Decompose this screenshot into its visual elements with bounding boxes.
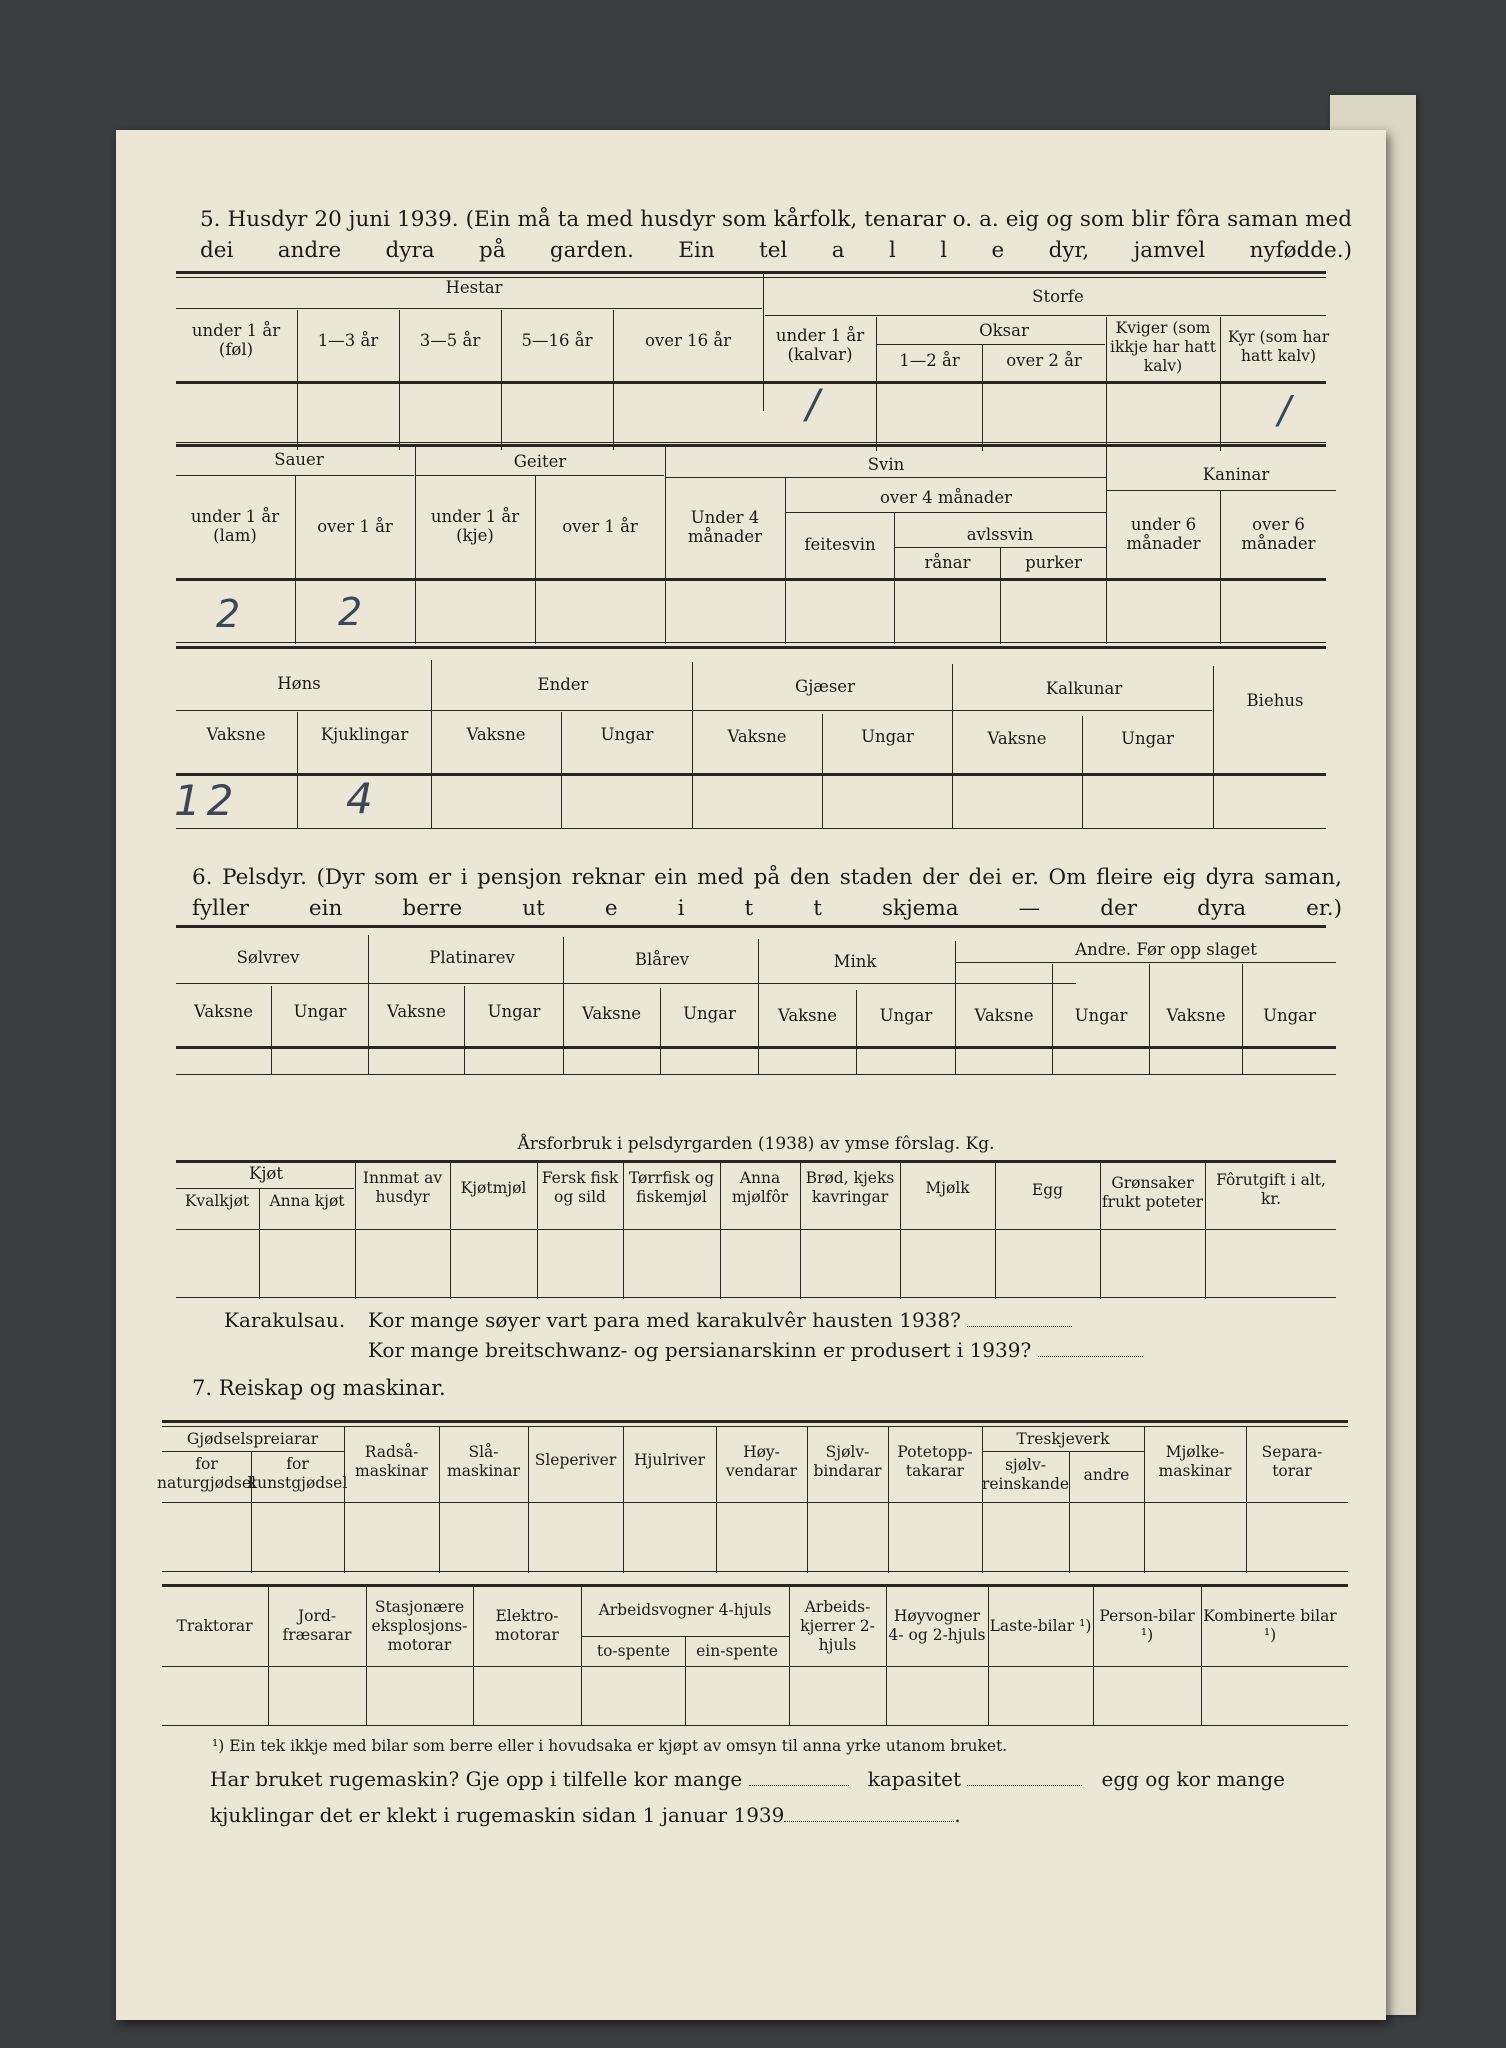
- value-kalvar: /: [806, 382, 820, 428]
- col-radsa: Radså-maskinar: [355, 1442, 428, 1480]
- platinarev-header: Platinarev: [429, 948, 515, 967]
- col-sla: Slå-maskinar: [447, 1442, 520, 1480]
- col-solvrev-ungar: Ungar: [293, 1001, 347, 1021]
- kjuklingar-klekt-label: kjuklingar det er klekt i rugemaskin sidan 1 januar 1939: [210, 1803, 785, 1827]
- col-kalvar: under 1 år (kalvar): [775, 326, 865, 364]
- col-ranar: rånar: [924, 552, 971, 572]
- kalkunar-header: Kalkunar: [1045, 679, 1123, 698]
- value-kyr: /: [1278, 388, 1291, 432]
- col-hest-under1: under 1 år (føl): [191, 321, 281, 359]
- col-andre1-ungar: Ungar: [1074, 1005, 1128, 1025]
- col-traktorar: Traktorar: [176, 1616, 253, 1635]
- rule: [176, 1229, 1336, 1230]
- section7-heading: 7. Reiskap og maskinar.: [192, 1376, 446, 1400]
- col-lastebilar: Laste-bilar ¹): [989, 1616, 1092, 1635]
- col-personbilar: Person-bilar ¹): [1099, 1607, 1195, 1644]
- col-potetopp: Potetopp-takarar: [897, 1442, 973, 1480]
- rule: [176, 1297, 1336, 1298]
- col-ender-vaksne: Vaksne: [466, 724, 526, 744]
- col-sjolvreinsk: sjølv-reinskande: [981, 1456, 1070, 1493]
- kapasitet-label: kapasitet: [867, 1767, 962, 1791]
- col-elektro: Elektro-motorar: [495, 1607, 559, 1644]
- rule: [176, 642, 1326, 643]
- kjuklingar-klekt-field[interactable]: [784, 1817, 954, 1822]
- col-kan-over6: over 6 månader: [1241, 514, 1316, 553]
- col-svin-under4: Under 4 månader: [687, 508, 763, 546]
- col-stasjonaere: Stasjonære eksplosjons-motorar: [371, 1597, 468, 1654]
- col-biehus: Biehus: [1246, 690, 1304, 710]
- rule: [176, 308, 762, 309]
- rule: [176, 1074, 1336, 1075]
- forbruk-title: Årsforbruk i pelsdyrgarden (1938) av ymse fôrslag. Kg.: [517, 1134, 995, 1154]
- rule: [176, 444, 1326, 447]
- storfe-header: Storfe: [1032, 287, 1084, 306]
- rule: [176, 710, 1212, 711]
- col-hjulriver: Hjulriver: [634, 1450, 705, 1469]
- rugemaskin-count-field[interactable]: [749, 1781, 849, 1786]
- col-hest-1-3: 1—3 år: [317, 330, 379, 350]
- col-sau-under1: under 1 år (lam): [190, 507, 280, 545]
- col-mink-vaksne: Vaksne: [777, 1005, 838, 1025]
- col-gronsaker: Grønsaker frukt poteter: [1101, 1174, 1204, 1211]
- col-andre2-ungar: Ungar: [1263, 1005, 1316, 1025]
- rugemaskin-q: Har bruket rugemaskin? Gje opp i tilfelle kor mange: [210, 1767, 743, 1791]
- col-ender-ungar: Ungar: [600, 724, 654, 744]
- rule: [176, 925, 1326, 928]
- col-hons-vaksne: Vaksne: [206, 724, 266, 744]
- col-blarev-ungar: Ungar: [683, 1003, 736, 1023]
- col-kviger: Kviger (som ikkje har hatt kalv): [1110, 318, 1216, 375]
- rule: [176, 381, 1326, 384]
- egg-label: egg og kor mange: [1101, 1767, 1285, 1791]
- geiter-header: Geiter: [513, 452, 567, 471]
- value-hons-vaksne: 12: [174, 776, 240, 825]
- karakul-q1: [368, 1308, 1072, 1332]
- col-kunst: for kunstgjødsel: [247, 1455, 348, 1492]
- footnote: ¹) Ein tek ikkje med bilar som berre eller i hovudsaka er kjøpt av omsyn til anna yrke utanom bruket.: [212, 1737, 1008, 1755]
- col-kalkunar-vaksne: Vaksne: [987, 728, 1047, 748]
- col-kjotmjol: Kjøtmjøl: [460, 1178, 527, 1197]
- col-andre2-vaksne: Vaksne: [1166, 1005, 1226, 1025]
- col-kyr: Kyr (som har hatt kalv): [1227, 328, 1330, 365]
- value-lam: 2: [216, 592, 241, 636]
- form-page: [116, 130, 1386, 2020]
- col-blarev-vaksne: Vaksne: [581, 1003, 642, 1023]
- col-kalkunar-ungar: Ungar: [1121, 728, 1174, 748]
- col-separatorar: Separa-torar: [1261, 1442, 1323, 1480]
- kapasitet-field[interactable]: [967, 1781, 1082, 1786]
- mink-header: Mink: [833, 952, 877, 971]
- rule: [765, 315, 1326, 316]
- col-arbkjerrer: Arbeids-kjerrer 2-hjuls: [800, 1597, 875, 1654]
- ender-header: Ender: [537, 675, 589, 694]
- andre-header: Andre. Før opp slaget: [1075, 940, 1257, 959]
- oksar-header: Oksar: [979, 321, 1029, 340]
- col-hons-kjuklingar: Kjuklingar: [320, 724, 409, 744]
- karakul-q1-text: Kor mange søyer vart para med karakulvêr hausten 1938?: [368, 1308, 961, 1332]
- col-forutgift: Fôrutgift i alt, kr.: [1216, 1171, 1326, 1208]
- col-sau-over1: over 1 år: [317, 516, 393, 536]
- rule: [162, 1725, 1348, 1726]
- rule: [176, 442, 1326, 443]
- rule: [162, 1571, 1348, 1572]
- divider: [1213, 666, 1214, 828]
- rule: [176, 1046, 1336, 1049]
- col-andre1-vaksne: Vaksne: [974, 1005, 1034, 1025]
- rule: [176, 277, 1326, 278]
- karakul-q2-field[interactable]: [1038, 1352, 1143, 1357]
- col-platinarev-vaksne: Vaksne: [386, 1001, 447, 1021]
- col-jordfres: Jord-fræsarar: [282, 1607, 352, 1644]
- col-innmat: Innmat av husdyr: [362, 1169, 443, 1206]
- kjot-header: Kjøt: [248, 1164, 284, 1183]
- col-tospente: to-spente: [596, 1641, 671, 1660]
- rugemaskin-line1: [210, 1767, 1285, 1791]
- over4-header: over 4 månader: [879, 488, 1013, 507]
- rule: [176, 983, 1076, 984]
- sauer-header: Sauer: [274, 450, 324, 469]
- hons-header: Høns: [277, 674, 321, 693]
- col-solvrev-vaksne: Vaksne: [193, 1001, 254, 1021]
- gjodsel-header: Gjødselspreiarar: [186, 1429, 319, 1448]
- col-mink-ungar: Ungar: [879, 1005, 933, 1025]
- karakul-q2: [368, 1338, 1143, 1362]
- rule: [176, 646, 1326, 649]
- treskjeverk-header: Treskjeverk: [1016, 1429, 1110, 1448]
- col-anna-kjot: Anna kjøt: [269, 1191, 345, 1210]
- col-natur: for naturgjødsel: [157, 1455, 256, 1492]
- col-sleperiver: Sleperiver: [534, 1450, 617, 1469]
- avlssvin-header: avlssvin: [966, 525, 1034, 544]
- col-oksar-1-2: 1—2 år: [899, 350, 960, 370]
- rule: [176, 828, 1326, 829]
- karakul-q1-field[interactable]: [967, 1322, 1072, 1327]
- col-sjolvbindarar: Sjølv-bindarar: [813, 1442, 882, 1480]
- gjaeser-header: Gjæser: [795, 677, 855, 696]
- rule: [162, 1502, 1348, 1503]
- section5-heading: 5. Husdyr 20 juni 1939. (Ein må ta med husdyr som kårfolk, tenarar o. a. eig og som blir fôra saman med dei andre dyra på garden. Ein tel a l l e dyr, jamvel nyfødde.): [200, 207, 1352, 263]
- arbvogner-header: Arbeidsvogner 4-hjuls: [598, 1600, 772, 1619]
- col-hest-3-5: 3—5 år: [419, 330, 481, 350]
- rule: [176, 578, 1326, 581]
- col-egg: Egg: [1031, 1180, 1064, 1199]
- col-kombinerte: Kombinerte bilar ¹): [1203, 1607, 1337, 1644]
- rugemaskin-line2: kjuklingar det er klekt i rugemaskin sidan 1 januar 1939 .: [210, 1803, 961, 1827]
- value-hons-kjuklingar: 4: [346, 774, 373, 823]
- col-gei-under1: under 1 år (kje): [430, 507, 520, 545]
- blarev-header: Blårev: [634, 950, 690, 969]
- col-mjolkemask: Mjølke-maskinar: [1158, 1442, 1232, 1480]
- karakul-q2-text: Kor mange breitschwanz- og persianarskinn er produsert i 1939?: [368, 1338, 1032, 1362]
- col-feitesvin: feitesvin: [804, 535, 876, 554]
- col-gjaeser-ungar: Ungar: [861, 726, 914, 746]
- col-hest-over16: over 16 år: [644, 330, 732, 350]
- divider: [876, 317, 877, 451]
- divider: [763, 271, 764, 411]
- col-hoyvogner: Høyvogner 4- og 2-hjuls: [888, 1607, 986, 1644]
- rule: [176, 271, 1326, 274]
- karakul-label: Karakulsau.: [224, 1308, 346, 1332]
- col-kan-under6: under 6 månader: [1126, 514, 1201, 553]
- kaninar-header: Kaninar: [1202, 465, 1270, 484]
- rule: [162, 1666, 1348, 1667]
- col-hest-5-16: 5—16 år: [521, 330, 593, 350]
- section6-heading: 6. Pelsdyr. (Dyr som er i pensjon reknar ein med på den staden der dei er. Om fleire eig dyra saman, fyller ein berre ut e i t t skjema — der dyra er.): [192, 865, 1342, 921]
- rule: [956, 962, 1336, 963]
- col-fersk-fisk: Fersk fisk og sild: [541, 1169, 619, 1206]
- solvrev-header: Sølvrev: [236, 948, 300, 967]
- col-gei-over1: over 1 år: [562, 516, 638, 536]
- col-torrfisk: Tørrfisk og fiskemjøl: [628, 1169, 715, 1206]
- col-oksar-over2: over 2 år: [1006, 350, 1082, 370]
- col-gjaeser-vaksne: Vaksne: [727, 726, 787, 746]
- col-mjolk: Mjølk: [925, 1178, 970, 1197]
- col-platinarev-ungar: Ungar: [487, 1001, 541, 1021]
- col-kvalkjot: Kvalkjøt: [184, 1191, 250, 1210]
- col-brod: Brød, kjeks kavringar: [805, 1169, 895, 1206]
- rule: [162, 1420, 1348, 1423]
- col-anna-mjolfor: Anna mjølfôr: [731, 1169, 789, 1206]
- value-sau: 2: [338, 590, 363, 634]
- col-treskje-andre: andre: [1083, 1465, 1130, 1484]
- col-hoyvendarar: Høy-vendarar: [725, 1442, 798, 1480]
- col-einspente: ein-spente: [696, 1641, 778, 1660]
- hestar-header: Hestar: [445, 278, 503, 297]
- col-purker: purker: [1025, 552, 1082, 572]
- svin-header: Svin: [867, 455, 905, 474]
